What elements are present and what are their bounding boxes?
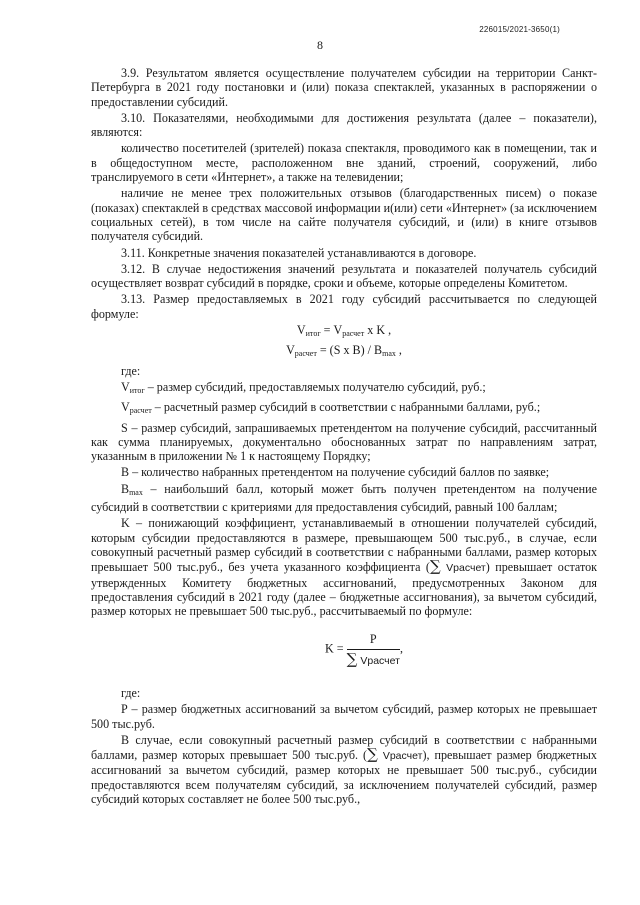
definition-b-max: $B_{max}$ – наибольший балл, который может быть получен претендентом на получение субсидий в соответствии с критериями для предоставления субсидий, равный 100 баллам; [91,481,597,515]
where-label: где: [121,363,141,378]
fraction-numerator: P [347,632,400,649]
paragraph-3-10: 3.10. Показателями, необходимыми для достижения результата (далее – показатели), являются: [91,110,597,140]
document-id: 226015/2021-3650(1) [479,25,560,34]
paragraph-3-12: 3.12. В случае недостижения значений результата и показателей получатель субсидий осуществляет возврат субсидий в порядке, сроки и объеме, которые определены Комитетом. [91,261,597,291]
fraction-denominator: ∑ Vрасчет [346,649,400,668]
paragraph-3-10-b: наличие не менее трех положительных отзывов (благодарственных писем) о показе (показах) спектаклей в средствах массовой информации и(или) сети «Интернет» (за исключением социальных сетей), в том числе на сайте получателя субсидий, и (или) в книге отзывов получателя субсидий. [91,186,597,244]
paragraph-last: В случае, если совокупный расчетный размер субсидий в соответствии с набранными баллами, размер которых превышает 500 тыс.руб. (∑ Vрасчет), превышает размер бюджетных ассигнований за вычетом субсидий, размер которых не превышает 500 тыс.руб., субсидии предоставляются всем получателям субсидий, за исключением получателей субсидий, размер субсидий которых составляет не более 500 тыс.руб., [91,732,597,807]
definition-b: B – количество набранных претендентом на получение субсидий баллов по заявке; [121,465,550,480]
paragraph-3-11: 3.11. Конкретные значения показателей устанавливаются в договоре. [121,245,477,260]
body-text [91,66,597,808]
definition-v-itog: $V_{итог}$ – размер субсидий, предоставляемых получателю субсидий, руб.; [121,379,486,395]
paragraph-3-13: 3.13. Размер предоставляемых в 2021 году субсидий рассчитывается по следующей формуле: [91,292,597,321]
formula-v-itog: $V_{итог} = V_{расчет}$ x K , [296,323,392,339]
paragraph-3-9: 3.9. Результатом является осуществление получателем субсидии на территории Санкт-Петербурга в 2021 году постановки и (или) показа спектаклей, указанных в распоряжении о предоставлении субсидий. [91,66,597,109]
definition-k: K – понижающий коэффициент, устанавливаемый в отношении получателей субсидий, которым субсидии предоставляются в размере, превышающем 500 тыс.руб., в случае, если совокупный расчетный размер субсидий в соответствии с набранными баллами, размер которых превышает 500 тыс.руб., без учета указанного коэффициента (∑ Vрасчет) превышает остаток утвержденных Комитету бюджетных ассигнований, предусмотренных Законом для предоставления субсидий в 2021 году (далее – бюджетные ассигнования), за вычетом субсидий, размер которых не превышает 500 тыс.руб., рассчитываемый по формуле: [91,516,597,619]
where-label-2: где: [121,685,141,700]
definition-v-raschet: $V_{расчет}$ – расчетный размер субсидий в соответствии с набранными баллами, руб.; [121,400,541,416]
formula-k: K = $\frac{P}{\text{∑ Vрасчет}}$ , [325,632,403,668]
page-number: 8 [317,38,323,52]
paragraph-3-10-a: количество посетителей (зрителей) показа спектакля, проводимого как в помещении, так и в общедоступном месте, расположенном вне зданий, строений, сооружений, либо транслируемого в сети «Интернет», а также на телевидении; [91,141,597,185]
formula-v-raschet: $V_{расчет} = (S$ x $B) / B_{max}$ , [286,343,402,359]
sigma-symbol: ∑ [429,557,441,576]
definition-s: S – размер субсидий, запрашиваемых претендентом на получение субсидий, рассчитанный как сумма планируемых, документально обоснованных затрат по направлениям затрат, указанным в приложении № 1 к настоящему Порядку; [91,420,597,464]
definition-p: P – размер бюджетных ассигнований за вычетом субсидий, размер которых не превышает 500 тыс.руб. [91,702,597,731]
